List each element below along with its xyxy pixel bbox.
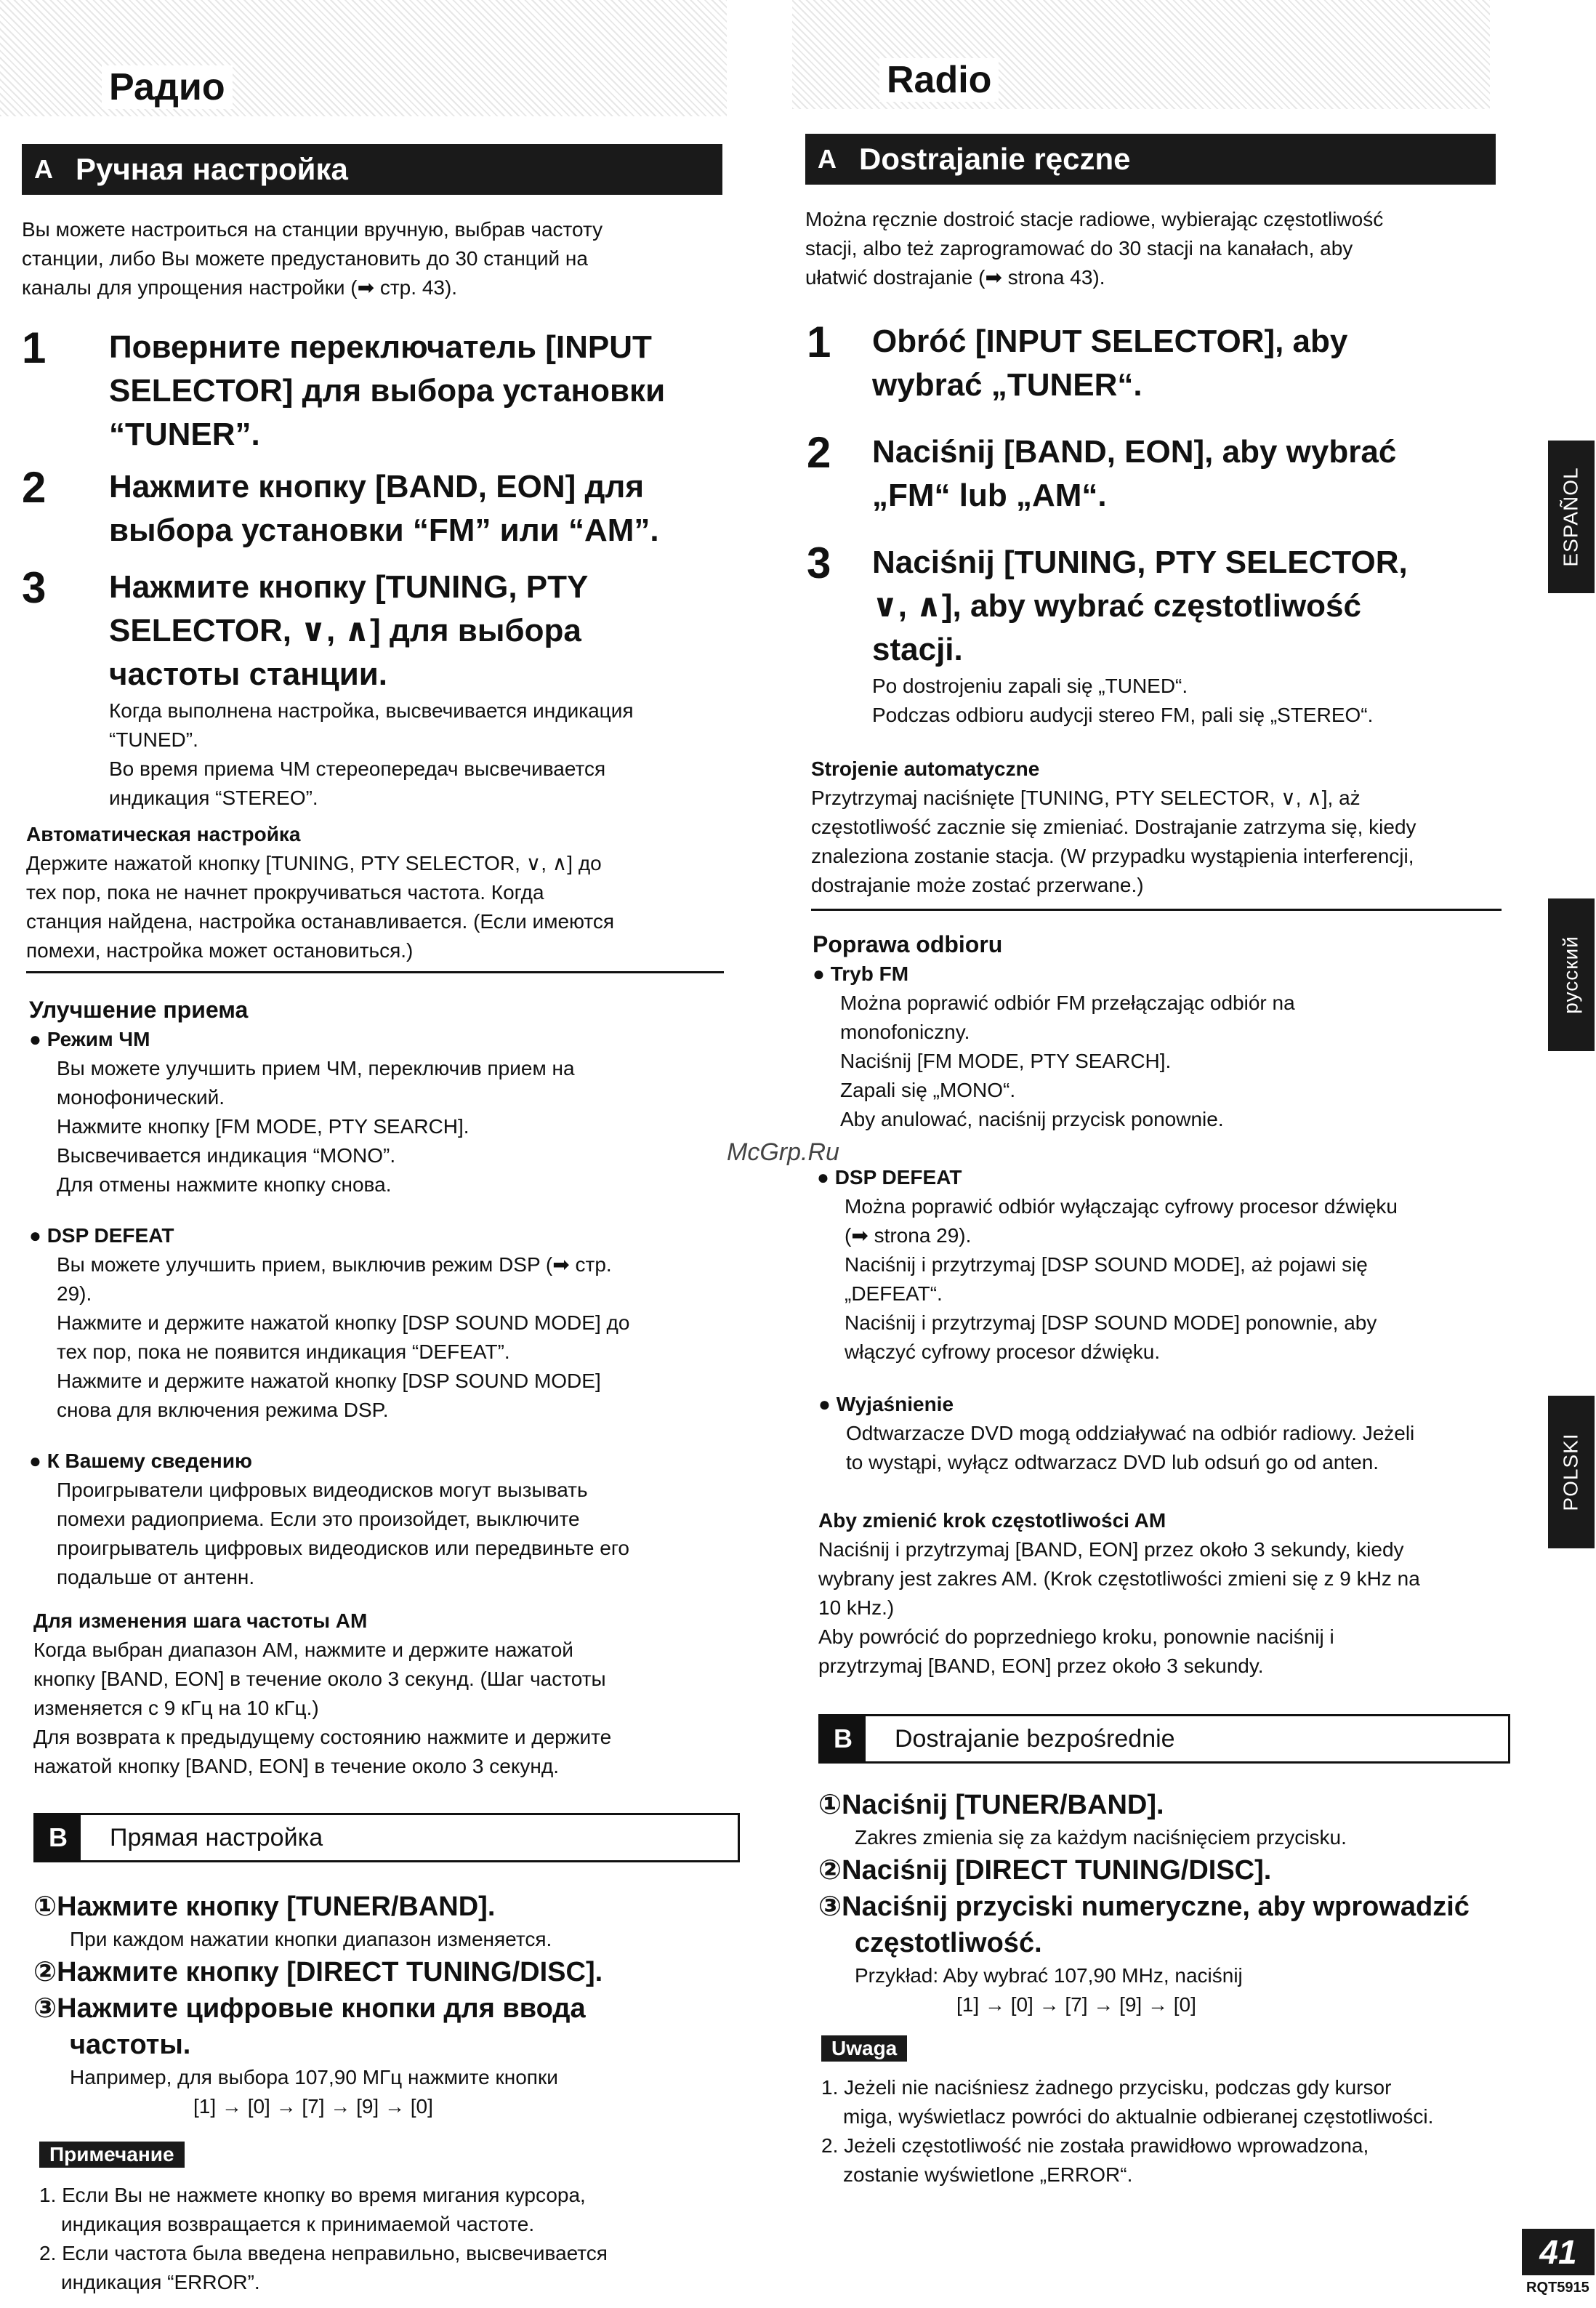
text-line: Naciśnij i przytrzymaj [DSP SOUND MODE], aż pojawi się	[845, 1253, 1368, 1276]
text-line: Вы можете улучшить прием, выключив режим DSP (➡ стр.	[57, 1253, 612, 1276]
text-line: monofoniczny.	[840, 1021, 970, 1043]
text-line: Когда выбран диапазон AM, нажмите и держите нажатой	[33, 1638, 573, 1661]
note-tag-ru: Примечание	[39, 2142, 185, 2168]
text-line: 1. Jeżeli nie naciśniesz żadnego przycisku, podczas gdy kursor	[821, 2076, 1392, 2099]
notes-pl	[821, 2073, 1512, 2190]
step-number: 3	[807, 539, 831, 587]
section-b-title: Прямая настройка	[110, 1823, 323, 1851]
text-line: тех пор, пока не появится индикация “DEFEAT”.	[57, 1340, 510, 1363]
text-line: „DEFEAT“.	[845, 1282, 943, 1305]
step-number: 2	[807, 428, 831, 477]
text-line: Для отмены нажмите кнопку снова.	[57, 1173, 392, 1196]
text-line: индикация “ERROR”.	[61, 2271, 260, 2293]
tab-russian	[1548, 898, 1595, 1051]
direct-steps-pl	[818, 1787, 1516, 2019]
direct-step-1: ①Нажмите кнопку [TUNER/BAND].	[33, 1891, 496, 1922]
direct-step-3: ③Naciśnij przyciski numeryczne, aby wprowadzić	[818, 1891, 1470, 1922]
direct-step-3: ③Нажмите цифровые кнопки для ввода	[33, 1993, 586, 2024]
text-line: Można poprawić odbiór FM przełączając odbiór na	[840, 992, 1295, 1014]
bullet-heading: ● DSP DEFEAT	[29, 1224, 174, 1247]
text-line: miga, wyświetlacz powróci do aktualnie odbieranej częstotliwości.	[843, 2105, 1434, 2128]
step-2-pl	[807, 430, 1504, 518]
subheading: Poprawa odbioru	[813, 931, 1003, 957]
step-title-line: Нажмите кнопку [BAND, EON] для	[109, 469, 645, 504]
text-line: индикация “STEREO”.	[109, 787, 318, 809]
doc-code: RQT5915	[1526, 2280, 1589, 2296]
text-line: 1. Если Вы не нажмете кнопку во время мигания курсора,	[39, 2184, 586, 2206]
step-number: 1	[807, 318, 831, 366]
text-line: znaleziona zostanie stacja. (W przypadku wystąpienia interferencji,	[811, 845, 1414, 867]
step-number: 3	[22, 563, 47, 612]
tab-label: русский	[1560, 936, 1583, 1014]
tab-espanol	[1548, 441, 1595, 593]
step-title-line: Поверните переключатель [INPUT	[109, 329, 652, 365]
section-b-letter: B	[36, 1815, 81, 1860]
text-line: Zapali się „MONO“.	[840, 1079, 1016, 1101]
bullet-heading: ● DSP DEFEAT	[817, 1166, 962, 1189]
step-title-line: выбора установки “FM” или “AM”.	[109, 512, 659, 548]
am-step-ru	[33, 1607, 738, 1781]
direct-steps-ru	[33, 1889, 746, 2121]
watermark: McGrp.Ru	[727, 1138, 839, 1166]
step-title-line: „FM“ lub „AM“.	[872, 478, 1107, 513]
section-a-title: Ручная настройка	[76, 152, 348, 186]
text-line: Naciśnij i przytrzymaj [BAND, EON] przez około 3 sekundy, kiedy	[818, 1538, 1404, 1561]
text-line: Można ręcznie dostroić stacje radiowe, wybierając częstotliwość	[805, 208, 1384, 230]
key-sequence: [1] → [0] → [7] → [9] → [0]	[193, 2095, 433, 2118]
auto-tuning-ru	[26, 820, 724, 965]
text-line: (➡ strona 29).	[845, 1224, 972, 1247]
section-b-letter: B	[821, 1716, 866, 1761]
divider	[811, 909, 1502, 911]
step-title-line: частоты станции.	[109, 656, 388, 692]
text-line: “TUNED”.	[109, 728, 198, 751]
text-line: Aby anulować, naciśnij przycisk ponownie.	[840, 1108, 1224, 1130]
text-line: Odtwarzacze DVD mogą oddziaływać na odbiór radiowy. Jeżeli	[846, 1422, 1415, 1444]
text-line: Aby powrócić do poprzedniego kroku, ponownie naciśnij i	[818, 1625, 1334, 1648]
text-line: монофонический.	[57, 1086, 225, 1109]
text-line: 29).	[57, 1282, 92, 1305]
text-line: wybrany jest zakres AM. (Krok częstotliwości zmieni się z 9 kHz na	[818, 1567, 1420, 1590]
text-line: тех пор, пока не начнет прокручиваться частота. Когда	[26, 881, 544, 904]
am-step-pl	[818, 1506, 1509, 1681]
text-line: 2. Jeżeli częstotliwość nie została prawidłowo wprowadzona,	[821, 2134, 1369, 2157]
text-line: изменяется с 9 кГц на 10 кГц.)	[33, 1697, 319, 1719]
key-sequence: [1] → [0] → [7] → [9] → [0]	[956, 1993, 1196, 2016]
dsp-ru	[29, 1221, 734, 1425]
section-a-header-pl	[805, 134, 1496, 185]
step-title-line: Obróć [INPUT SELECTOR], aby	[872, 323, 1348, 359]
text-line: Podczas odbioru audycji stereo FM, pali się „STEREO“.	[872, 704, 1374, 726]
step-number: 2	[22, 463, 47, 512]
text-line: częstotliwość zacznie się zmieniać. Dostrajanie zatrzyma się, kiedy	[811, 816, 1416, 838]
text-line: Нажмите и держите нажатой кнопку [DSP SOUND MODE]	[57, 1370, 601, 1392]
text-line: Проигрыватели цифровых видеодисков могут вызывать	[57, 1479, 588, 1501]
text-line: Высвечивается индикация “MONO”.	[57, 1144, 396, 1167]
text-line: При каждом нажатии кнопки диапазон изменяется.	[70, 1928, 552, 1950]
section-a-title: Dostrajanie ręczne	[859, 142, 1131, 176]
direct-step-2: ②Нажмите кнопку [DIRECT TUNING/DISC].	[33, 1957, 603, 1987]
subheading: Улучшение приема	[29, 997, 249, 1023]
bullet-heading: ● Tryb FM	[813, 962, 909, 985]
improve-ru	[29, 994, 727, 1199]
dsp-pl	[817, 1163, 1507, 1367]
tab-polski	[1548, 1396, 1595, 1548]
note-tag-pl: Uwaga	[821, 2035, 907, 2062]
page-number: 41	[1522, 2229, 1595, 2275]
text-line: dostrajanie może zostać przerwane.)	[811, 874, 1144, 896]
text-line: Naciśnij i przytrzymaj [DSP SOUND MODE] ponownie, aby	[845, 1311, 1377, 1334]
improve-pl	[813, 929, 1510, 1134]
tab-label: POLSKI	[1560, 1433, 1583, 1511]
step-title-line: ∨, ∧], aby wybrać częstotliwość	[872, 588, 1361, 624]
text-line: Przykład: Aby wybrać 107,90 MHz, naciśnij	[855, 1964, 1243, 1987]
section-a-header-ru	[22, 144, 722, 195]
step-title-line: Нажмите кнопку [TUNING, PTY	[109, 569, 589, 605]
step-title-line: Naciśnij [TUNING, PTY SELECTOR,	[872, 544, 1408, 580]
text-line: 2. Если частота была введена неправильно, высвечивается	[39, 2242, 608, 2264]
step-title-line: “TUNER”.	[109, 417, 260, 452]
step-3-ru	[22, 563, 734, 813]
text-line: ułatwić dostrajanie (➡ strona 43).	[805, 266, 1105, 289]
section-b-header-pl	[818, 1714, 1510, 1764]
text-line: Zakres zmienia się za każdym naciśnięciem przycisku.	[855, 1826, 1347, 1849]
text-line: przytrzymaj [BAND, EON] przez około 3 sekundy.	[818, 1654, 1264, 1677]
text-line: włączyć cyfrowy procesor dźwięku.	[845, 1340, 1161, 1363]
step-title-line: wybrać „TUNER“.	[872, 367, 1142, 403]
text-line: индикация возвращается к принимаемой частоте.	[61, 2213, 535, 2235]
subheading: Автоматическая настройка	[26, 823, 301, 845]
page-title-pl: Radio	[879, 58, 999, 102]
text-line: Во время приема ЧМ стереопередач высвечивается	[109, 757, 606, 780]
text-line: проигрыватель цифровых видеодисков или передвиньте его	[57, 1537, 630, 1559]
text-line: Когда выполнена настройка, высвечивается индикация	[109, 699, 634, 722]
text-line: помехи, настройка может остановиться.)	[26, 939, 414, 962]
step-title-line: SELECTOR, ∨, ∧] для выбора	[109, 613, 581, 648]
step-1-pl	[807, 320, 1504, 407]
step-1-ru	[22, 323, 734, 457]
direct-step-3-cont: częstotliwość.	[855, 1928, 1042, 1958]
text-line: zostanie wyświetlone „ERROR“.	[843, 2163, 1133, 2186]
text-line: Для возврата к предыдущему состоянию нажмите и держите	[33, 1726, 612, 1748]
text-line: Вы можете настроиться на станции вручную, выбрав частоту	[22, 218, 603, 241]
text-line: помехи радиоприема. Если это произойдет, выключите	[57, 1508, 580, 1530]
bullet-heading: ● К Вашему сведению	[29, 1449, 252, 1472]
info-pl	[818, 1390, 1509, 1477]
page-title-ru: Радио	[102, 65, 233, 109]
bullet-heading: ● Режим ЧМ	[29, 1028, 150, 1050]
auto-tuning-pl	[811, 755, 1502, 900]
step-title-line: SELECTOR] для выбора установки	[109, 373, 666, 409]
bullet-heading: ● Wyjaśnienie	[818, 1393, 954, 1415]
section-a-letter: A	[818, 144, 837, 174]
step-2-ru	[22, 465, 734, 552]
text-line: 10 kHz.)	[818, 1596, 895, 1619]
step-3-pl	[807, 541, 1519, 730]
text-line: to wystąpi, wyłącz odtwarzacz DVD lub odsuń go od anten.	[846, 1451, 1379, 1473]
text-line: станция найдена, настройка останавливается. (Если имеются	[26, 910, 615, 933]
intro-ru	[22, 215, 720, 302]
text-line: Naciśnij [FM MODE, PTY SEARCH].	[840, 1050, 1172, 1072]
text-line: Например, для выбора 107,90 МГц нажмите кнопки	[70, 2066, 558, 2088]
section-a-letter: A	[34, 154, 53, 184]
text-line: кнопку [BAND, EON] в течение около 3 секунд. (Шаг частоты	[33, 1668, 606, 1690]
step-title-line: Naciśnij [BAND, EON], aby wybrać	[872, 434, 1397, 470]
intro-pl	[805, 205, 1503, 292]
text-line: Нажмите кнопку [FM MODE, PTY SEARCH].	[57, 1115, 469, 1138]
text-line: Można poprawić odbiór wyłączając cyfrowy procesor dźwięku	[845, 1195, 1398, 1218]
notes-ru	[39, 2181, 751, 2297]
text-line: нажатой кнопку [BAND, EON] в течение около 3 секунд.	[33, 1755, 559, 1777]
step-title-line: stacji.	[872, 632, 963, 667]
step-number: 1	[22, 323, 47, 372]
text-line: каналы для упрощения настройки (➡ стр. 43).	[22, 276, 458, 299]
text-line: Вы можете улучшить прием ЧМ, переключив прием на	[57, 1057, 575, 1079]
text-line: stacji, albo też zaprogramować do 30 stacji na kanałach, aby	[805, 237, 1353, 260]
text-line: снова для включения режима DSP.	[57, 1399, 389, 1421]
subheading: Для изменения шага частоты AM	[33, 1609, 368, 1632]
direct-step-1: ①Naciśnij [TUNER/BAND].	[818, 1790, 1164, 1820]
text-line: Po dostrojeniu zapali się „TUNED“.	[872, 675, 1188, 697]
text-line: Нажмите и держите нажатой кнопку [DSP SOUND MODE] до	[57, 1311, 630, 1334]
direct-step-2: ②Naciśnij [DIRECT TUNING/DISC].	[818, 1855, 1272, 1886]
text-line: подальше от антенн.	[57, 1566, 255, 1588]
direct-step-3-cont: частоты.	[70, 2030, 191, 2060]
text-line: Держите нажатой кнопку [TUNING, PTY SELECTOR, ∨, ∧] до	[26, 852, 602, 874]
info-ru	[29, 1447, 734, 1592]
section-b-header-ru	[33, 1813, 740, 1862]
subheading: Aby zmienić krok częstotliwości AM	[818, 1509, 1166, 1532]
text-line: станции, либо Вы можете предустановить до 30 станций на	[22, 247, 588, 270]
tab-label: ESPAÑOL	[1560, 467, 1583, 567]
divider	[26, 971, 724, 973]
subheading: Strojenie automatyczne	[811, 757, 1040, 780]
section-b-title: Dostrajanie bezpośrednie	[895, 1724, 1175, 1753]
text-line: Przytrzymaj naciśnięte [TUNING, PTY SELECTOR, ∨, ∧], aż	[811, 787, 1361, 809]
